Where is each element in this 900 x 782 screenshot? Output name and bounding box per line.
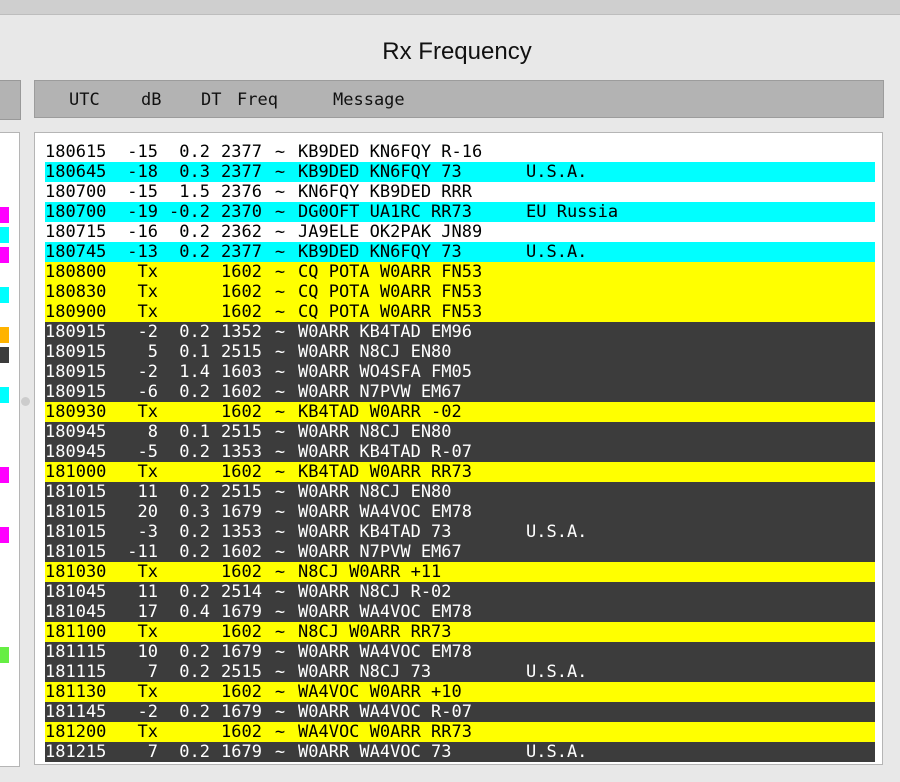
cell-tilde: ~ — [274, 602, 286, 622]
cell-tilde: ~ — [274, 202, 286, 222]
cell-tilde: ~ — [274, 382, 286, 402]
column-header — [34, 80, 884, 118]
cell-db: 7 — [147, 662, 158, 682]
cell-db: -5 — [137, 442, 158, 462]
cell-utc: 180945 — [45, 442, 107, 462]
cell-freq: 2362 — [221, 222, 262, 242]
cell-db: Tx — [137, 682, 158, 702]
decode-row[interactable] — [45, 282, 875, 302]
decode-row[interactable] — [45, 542, 875, 562]
decode-row[interactable] — [45, 662, 875, 682]
cell-db: 10 — [137, 642, 158, 662]
cell-dt: 0.2 — [179, 142, 210, 162]
cell-utc: 181030 — [45, 562, 107, 582]
decode-row[interactable] — [45, 182, 875, 202]
cell-tilde: ~ — [274, 622, 286, 642]
cell-freq: 1602 — [221, 262, 262, 282]
cell-freq: 2377 — [221, 242, 262, 262]
cell-dt: 0.1 — [179, 342, 210, 362]
cell-dt: 0.2 — [179, 662, 210, 682]
cell-freq: 1602 — [221, 722, 262, 742]
decode-row[interactable] — [45, 162, 875, 182]
cell-tilde: ~ — [274, 422, 286, 442]
decode-row[interactable] — [45, 322, 875, 342]
col-message: Message — [333, 90, 405, 110]
cell-dt: 0.1 — [179, 422, 210, 442]
cell-country: EU Russia — [526, 202, 619, 222]
splitter-handle[interactable] — [21, 397, 30, 406]
cell-message: KB9DED KN6FQY 73 — [298, 162, 462, 182]
cell-tilde: ~ — [274, 682, 286, 702]
cell-utc: 181130 — [45, 682, 107, 702]
cell-db: -16 — [127, 222, 158, 242]
cell-message: W0ARR N8CJ EN80 — [298, 482, 452, 502]
cell-message: KB4TAD W0ARR RR73 — [298, 462, 472, 482]
cell-message: W0ARR N8CJ R-02 — [298, 582, 452, 602]
cell-freq: 1679 — [221, 642, 262, 662]
cell-dt: 0.2 — [179, 742, 210, 762]
cell-utc: 180715 — [45, 222, 107, 242]
decode-row[interactable] — [45, 422, 875, 442]
cell-tilde: ~ — [274, 722, 286, 742]
decode-row[interactable] — [45, 462, 875, 482]
cell-tilde: ~ — [274, 262, 286, 282]
cell-message: W0ARR WA4VOC EM78 — [298, 642, 472, 662]
decode-row[interactable] — [45, 142, 875, 162]
cell-message: WA4VOC W0ARR +10 — [298, 682, 462, 702]
cell-db: Tx — [137, 262, 158, 282]
message-rows — [45, 142, 875, 762]
cell-tilde: ~ — [274, 442, 286, 462]
decode-row[interactable] — [45, 262, 875, 282]
cell-dt: 0.2 — [179, 242, 210, 262]
cell-utc: 181115 — [45, 662, 107, 682]
cell-utc: 180900 — [45, 302, 107, 322]
cell-message: WA4VOC W0ARR RR73 — [298, 722, 472, 742]
cell-message: W0ARR N8CJ 73 — [298, 662, 432, 682]
cell-tilde: ~ — [274, 522, 286, 542]
cell-message: W0ARR N7PVW EM67 — [298, 382, 462, 402]
cell-dt: 0.3 — [179, 502, 210, 522]
cell-db: 11 — [137, 482, 158, 502]
col-utc: UTC — [69, 90, 100, 110]
cell-tilde: ~ — [274, 242, 286, 262]
cell-message: W0ARR WA4VOC EM78 — [298, 602, 472, 622]
cell-country: U.S.A. — [526, 662, 588, 682]
cell-freq: 2514 — [221, 582, 262, 602]
cell-dt: 0.2 — [179, 522, 210, 542]
cell-message: CQ POTA W0ARR FN53 — [298, 262, 483, 282]
cell-utc: 180830 — [45, 282, 107, 302]
cell-message: W0ARR N7PVW EM67 — [298, 542, 462, 562]
cell-utc: 181000 — [45, 462, 107, 482]
cell-utc: 180930 — [45, 402, 107, 422]
cell-db: Tx — [137, 622, 158, 642]
cell-db: 5 — [147, 342, 158, 362]
cell-utc: 181015 — [45, 542, 107, 562]
cell-utc: 180700 — [45, 182, 107, 202]
cell-utc: 181015 — [45, 502, 107, 522]
cell-tilde: ~ — [274, 322, 286, 342]
pane-title: Rx Frequency — [382, 38, 532, 65]
cell-tilde: ~ — [274, 362, 286, 382]
cell-db: Tx — [137, 722, 158, 742]
cell-dt: 0.2 — [179, 702, 210, 722]
cell-tilde: ~ — [274, 222, 286, 242]
cell-freq: 1602 — [221, 462, 262, 482]
cell-freq: 1602 — [221, 622, 262, 642]
cell-tilde: ~ — [274, 502, 286, 522]
cell-message: W0ARR KB4TAD EM96 — [298, 322, 472, 342]
cell-message: JA9ELE OK2PAK JN89 — [298, 222, 483, 242]
window-bottom — [0, 770, 900, 782]
cell-freq: 2377 — [221, 142, 262, 162]
cell-freq: 1679 — [221, 702, 262, 722]
cell-db: -2 — [137, 322, 158, 342]
cell-utc: 180800 — [45, 262, 107, 282]
cell-message: CQ POTA W0ARR FN53 — [298, 302, 483, 322]
cell-freq: 2515 — [221, 662, 262, 682]
cell-message: W0ARR KB4TAD R-07 — [298, 442, 472, 462]
cell-message: N8CJ W0ARR RR73 — [298, 622, 452, 642]
decode-row[interactable] — [45, 742, 875, 762]
cell-tilde: ~ — [274, 342, 286, 362]
left-highlight-marker — [0, 467, 9, 483]
cell-tilde: ~ — [274, 282, 286, 302]
cell-dt: 0.3 — [179, 162, 210, 182]
cell-country: U.S.A. — [526, 162, 588, 182]
cell-db: 20 — [137, 502, 158, 522]
cell-tilde: ~ — [274, 462, 286, 482]
cell-db: -2 — [137, 702, 158, 722]
cell-freq: 1679 — [221, 742, 262, 762]
cell-utc: 181100 — [45, 622, 107, 642]
cell-freq: 2515 — [221, 482, 262, 502]
cell-tilde: ~ — [274, 542, 286, 562]
cell-db: -18 — [127, 162, 158, 182]
col-freq: Freq — [237, 90, 278, 110]
cell-message: KB9DED KN6FQY R-16 — [298, 142, 483, 162]
left-highlight-marker — [0, 387, 9, 403]
cell-country: U.S.A. — [526, 242, 588, 262]
cell-utc: 181145 — [45, 702, 107, 722]
cell-dt: 0.2 — [179, 442, 210, 462]
cell-message: KB4TAD W0ARR -02 — [298, 402, 462, 422]
cell-utc: 180700 — [45, 202, 107, 222]
col-db: dB — [141, 90, 162, 110]
cell-tilde: ~ — [274, 162, 286, 182]
cell-dt: 1.5 — [179, 182, 210, 202]
cell-db: Tx — [137, 402, 158, 422]
cell-country: U.S.A. — [526, 522, 588, 542]
cell-freq: 1602 — [221, 542, 262, 562]
left-highlight-marker — [0, 227, 9, 243]
cell-utc: 180915 — [45, 382, 107, 402]
cell-freq: 1602 — [221, 682, 262, 702]
cell-freq: 1679 — [221, 602, 262, 622]
cell-freq: 2515 — [221, 342, 262, 362]
decode-row[interactable] — [45, 582, 875, 602]
decode-row[interactable] — [45, 342, 875, 362]
cell-db: Tx — [137, 302, 158, 322]
decode-row[interactable] — [45, 642, 875, 662]
cell-db: 11 — [137, 582, 158, 602]
decode-row[interactable] — [45, 242, 875, 262]
cell-message: N8CJ W0ARR +11 — [298, 562, 442, 582]
left-highlight-marker — [0, 527, 9, 543]
left-highlight-marker — [0, 207, 9, 223]
cell-message: KN6FQY KB9DED RRR — [298, 182, 472, 202]
cell-dt: 0.2 — [179, 482, 210, 502]
decode-row[interactable] — [45, 482, 875, 502]
cell-message: W0ARR WO4SFA FM05 — [298, 362, 472, 382]
cell-message: W0ARR WA4VOC 73 — [298, 742, 452, 762]
band-activity-list-fragment[interactable] — [0, 132, 20, 767]
cell-dt: 1.4 — [179, 362, 210, 382]
cell-tilde: ~ — [274, 742, 286, 762]
decode-row[interactable] — [45, 362, 875, 382]
cell-message: W0ARR WA4VOC R-07 — [298, 702, 472, 722]
cell-freq: 1353 — [221, 442, 262, 462]
cell-db: -19 — [127, 202, 158, 222]
cell-tilde: ~ — [274, 402, 286, 422]
cell-freq: 1602 — [221, 282, 262, 302]
cell-dt: 0.2 — [179, 222, 210, 242]
decode-row[interactable] — [45, 722, 875, 742]
decode-row[interactable] — [45, 602, 875, 622]
left-highlight-marker — [0, 647, 9, 663]
col-dt: DT — [201, 90, 222, 110]
rx-frequency-list[interactable] — [34, 132, 883, 765]
cell-utc: 181115 — [45, 642, 107, 662]
cell-db: -11 — [127, 542, 158, 562]
cell-tilde: ~ — [274, 702, 286, 722]
decode-row[interactable] — [45, 402, 875, 422]
cell-freq: 2377 — [221, 162, 262, 182]
cell-db: 7 — [147, 742, 158, 762]
cell-dt: -0.2 — [169, 202, 210, 222]
cell-freq: 2370 — [221, 202, 262, 222]
cell-freq: 1352 — [221, 322, 262, 342]
cell-tilde: ~ — [274, 302, 286, 322]
cell-message: W0ARR N8CJ EN80 — [298, 342, 452, 362]
cell-freq: 1603 — [221, 362, 262, 382]
left-highlight-marker — [0, 287, 9, 303]
cell-db: Tx — [137, 282, 158, 302]
decode-row[interactable] — [45, 222, 875, 242]
cell-dt: 0.2 — [179, 382, 210, 402]
cell-db: Tx — [137, 462, 158, 482]
decode-row[interactable] — [45, 702, 875, 722]
cell-tilde: ~ — [274, 182, 286, 202]
cell-freq: 1602 — [221, 562, 262, 582]
cell-freq: 1602 — [221, 402, 262, 422]
cell-utc: 181015 — [45, 482, 107, 502]
cell-tilde: ~ — [274, 582, 286, 602]
cell-freq: 1602 — [221, 382, 262, 402]
band-activity-header-fragment — [0, 80, 21, 120]
cell-utc: 180615 — [45, 142, 107, 162]
cell-tilde: ~ — [274, 642, 286, 662]
window-top-bar — [0, 0, 900, 15]
cell-message: W0ARR N8CJ EN80 — [298, 422, 452, 442]
cell-db: -2 — [137, 362, 158, 382]
cell-freq: 1679 — [221, 502, 262, 522]
cell-utc: 181045 — [45, 582, 107, 602]
decode-row[interactable] — [45, 202, 875, 222]
decode-row[interactable] — [45, 522, 875, 542]
cell-message: DG0OFT UA1RC RR73 — [298, 202, 472, 222]
cell-utc: 180745 — [45, 242, 107, 262]
cell-db: -13 — [127, 242, 158, 262]
cell-freq: 2376 — [221, 182, 262, 202]
cell-freq: 1353 — [221, 522, 262, 542]
cell-db: -15 — [127, 182, 158, 202]
left-highlight-marker — [0, 327, 9, 343]
decode-row[interactable] — [45, 382, 875, 402]
cell-utc: 180945 — [45, 422, 107, 442]
cell-message: W0ARR WA4VOC EM78 — [298, 502, 472, 522]
cell-utc: 180915 — [45, 362, 107, 382]
cell-dt: 0.2 — [179, 322, 210, 342]
decode-row[interactable] — [45, 302, 875, 322]
cell-db: -3 — [137, 522, 158, 542]
decode-row[interactable] — [45, 442, 875, 462]
cell-tilde: ~ — [274, 142, 286, 162]
cell-utc: 180645 — [45, 162, 107, 182]
cell-utc: 180915 — [45, 342, 107, 362]
cell-tilde: ~ — [274, 482, 286, 502]
left-highlight-marker — [0, 247, 9, 263]
cell-message: CQ POTA W0ARR FN53 — [298, 282, 483, 302]
cell-db: 17 — [137, 602, 158, 622]
cell-db: -15 — [127, 142, 158, 162]
cell-db: 8 — [147, 422, 158, 442]
cell-db: -6 — [137, 382, 158, 402]
cell-tilde: ~ — [274, 562, 286, 582]
cell-utc: 181015 — [45, 522, 107, 542]
cell-freq: 2515 — [221, 422, 262, 442]
decode-row[interactable] — [45, 682, 875, 702]
cell-utc: 181045 — [45, 602, 107, 622]
cell-utc: 181215 — [45, 742, 107, 762]
decode-row[interactable] — [45, 562, 875, 582]
cell-tilde: ~ — [274, 662, 286, 682]
cell-dt: 0.4 — [179, 602, 210, 622]
cell-freq: 1602 — [221, 302, 262, 322]
cell-utc: 180915 — [45, 322, 107, 342]
cell-message: KB9DED KN6FQY 73 — [298, 242, 462, 262]
cell-dt: 0.2 — [179, 642, 210, 662]
cell-dt: 0.2 — [179, 542, 210, 562]
decode-row[interactable] — [45, 502, 875, 522]
left-highlight-marker — [0, 347, 9, 363]
decode-row[interactable] — [45, 622, 875, 642]
cell-utc: 181200 — [45, 722, 107, 742]
cell-dt: 0.2 — [179, 582, 210, 602]
cell-country: U.S.A. — [526, 742, 588, 762]
cell-message: W0ARR KB4TAD 73 — [298, 522, 452, 542]
cell-db: Tx — [137, 562, 158, 582]
